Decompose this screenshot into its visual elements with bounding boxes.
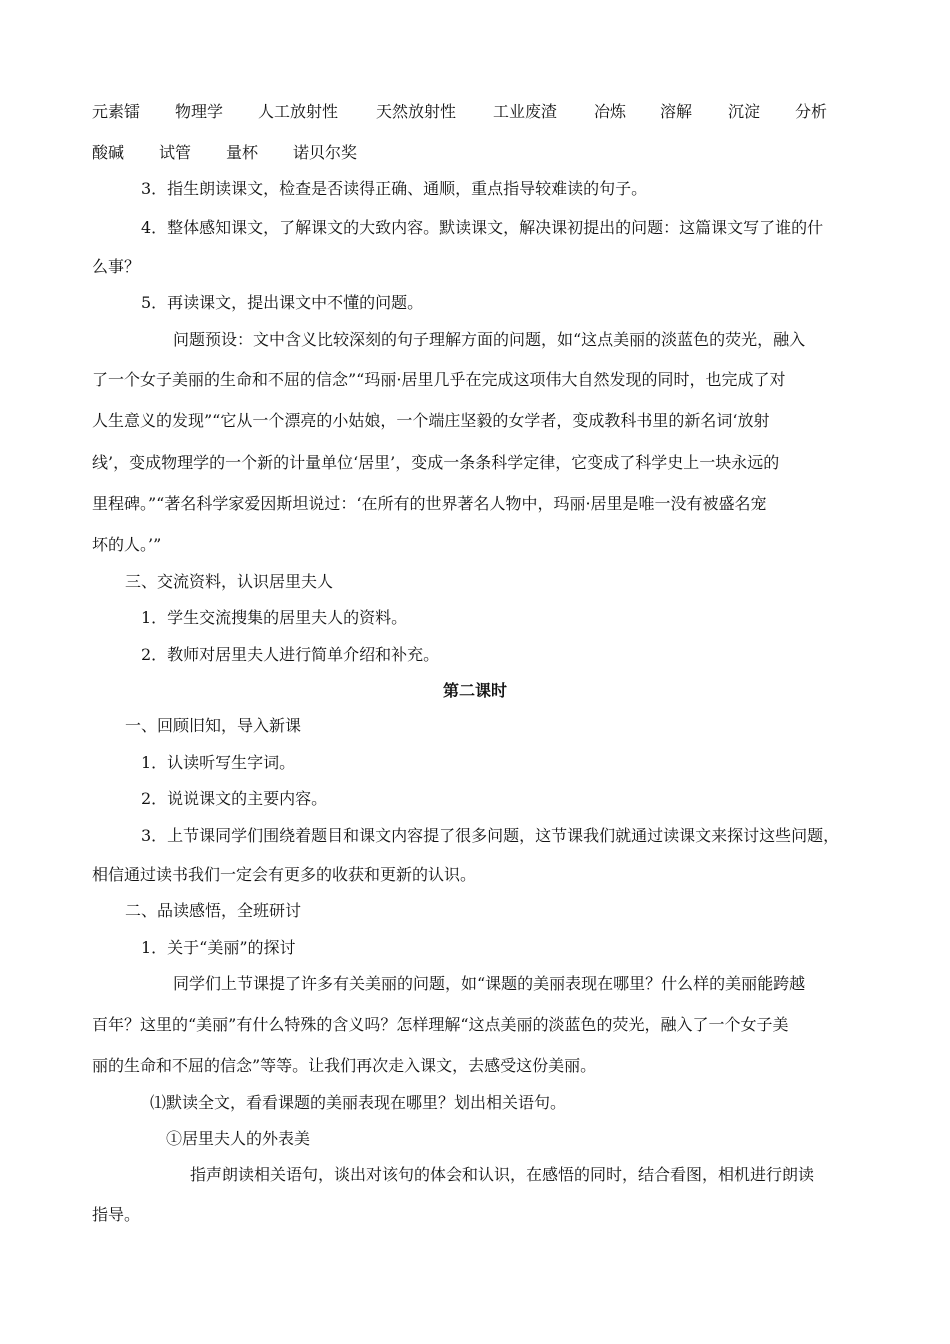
paragraph-line: 坏的人。’” bbox=[92, 535, 162, 554]
paragraph-line: 1．学生交流搜集的居里夫人的资料。 bbox=[141, 608, 408, 627]
vocab-word: 试管 bbox=[159, 143, 192, 162]
vocab-row-1 bbox=[92, 102, 892, 122]
paragraph-line: 了一个女子美丽的生命和不屈的信念”“玛丽·居里几乎在完成这项伟大自然发现的同时，也完成了对 bbox=[92, 370, 786, 389]
paragraph-line: 4．整体感知课文，了解课文的大致内容。默读课文，解决课初提出的问题：这篇课文写了谁的什 bbox=[141, 218, 824, 237]
paragraph-line: 指导。 bbox=[92, 1205, 141, 1224]
paragraph-line: 1．认读听写生字词。 bbox=[141, 753, 296, 772]
paragraph-line: 相信通过读书我们一定会有更多的收获和更新的认识。 bbox=[92, 865, 477, 884]
vocab-word: 溶解 bbox=[660, 102, 693, 121]
paragraph-line: 3．指生朗读课文，检查是否读得正确、通顺，重点指导较难读的句子。 bbox=[141, 179, 648, 198]
paragraph-line: 3．上节课同学们围绕着题目和课文内容提了很多问题，这节课我们就通过读课文来探讨这些问题， bbox=[141, 826, 840, 845]
section-heading: 二、品读感悟，全班研讨 bbox=[125, 901, 302, 920]
section-heading: 三、交流资料，认识居里夫人 bbox=[125, 572, 334, 591]
vocab-word: 分析 bbox=[795, 102, 828, 121]
vocab-row-2 bbox=[92, 143, 492, 163]
paragraph-line: 问题预设：文中含义比较深刻的句子理解方面的问题，如“这点美丽的淡蓝色的荧光，融入 bbox=[173, 330, 806, 349]
vocab-word: 冶炼 bbox=[594, 102, 627, 121]
vocab-word: 物理学 bbox=[175, 102, 224, 121]
paragraph-line: 么事？ bbox=[92, 257, 141, 276]
paragraph-line: 同学们上节课提了许多有关美丽的问题，如“课题的美丽表现在哪里？什么样的美丽能跨越 bbox=[173, 974, 806, 993]
paragraph-line: 百年？这里的“美丽”有什么特殊的含义吗？怎样理解“这点美丽的淡蓝色的荧光，融入了一个女子美 bbox=[92, 1015, 789, 1034]
vocab-word: 天然放射性 bbox=[376, 102, 457, 121]
paragraph-line: 线’，变成物理学的一个新的计量单位‘居里’，变成一条条科学定律，它变成了科学史上一块永远的 bbox=[92, 453, 780, 472]
paragraph-line: ⑴默读全文，看看课题的美丽表现在哪里？划出相关语句。 bbox=[150, 1093, 567, 1112]
vocab-word: 元素镭 bbox=[92, 102, 141, 121]
section-heading: 一、回顾旧知，导入新课 bbox=[125, 716, 302, 735]
paragraph-line: ①居里夫人的外表美 bbox=[166, 1129, 311, 1148]
vocab-word: 酸碱 bbox=[92, 143, 125, 162]
paragraph-line: 2．教师对居里夫人进行简单介绍和补充。 bbox=[141, 645, 440, 664]
paragraph-line: 里程碑。”“著名科学家爱因斯坦说过：‘在所有的世界著名人物中，玛丽·居里是唯一没有被盛名宠 bbox=[92, 494, 767, 513]
paragraph-line: 丽的生命和不屈的信念”等等。让我们再次走入课文，去感受这份美丽。 bbox=[92, 1056, 597, 1075]
paragraph-line: 指声朗读相关语句，谈出对该句的体会和认识，在感悟的同时，结合看图，相机进行朗读 bbox=[190, 1165, 815, 1184]
vocab-word: 量杯 bbox=[226, 143, 259, 162]
vocab-word: 沉淀 bbox=[728, 102, 761, 121]
paragraph-line: 2．说说课文的主要内容。 bbox=[141, 789, 328, 808]
paragraph-line: 1．关于“美丽”的探讨 bbox=[141, 938, 296, 957]
paragraph-line: 人生意义的发现”“它从一个漂亮的小姑娘，一个端庄坚毅的女学者，变成教科书里的新名词‘放射 bbox=[92, 411, 770, 430]
paragraph-line: 5．再读课文，提出课文中不懂的问题。 bbox=[141, 293, 424, 312]
vocab-word: 人工放射性 bbox=[258, 102, 339, 121]
lesson-title: 第二课时 bbox=[442, 681, 507, 700]
vocab-word: 诺贝尔奖 bbox=[293, 143, 358, 162]
vocab-word: 工业废渣 bbox=[493, 102, 558, 121]
